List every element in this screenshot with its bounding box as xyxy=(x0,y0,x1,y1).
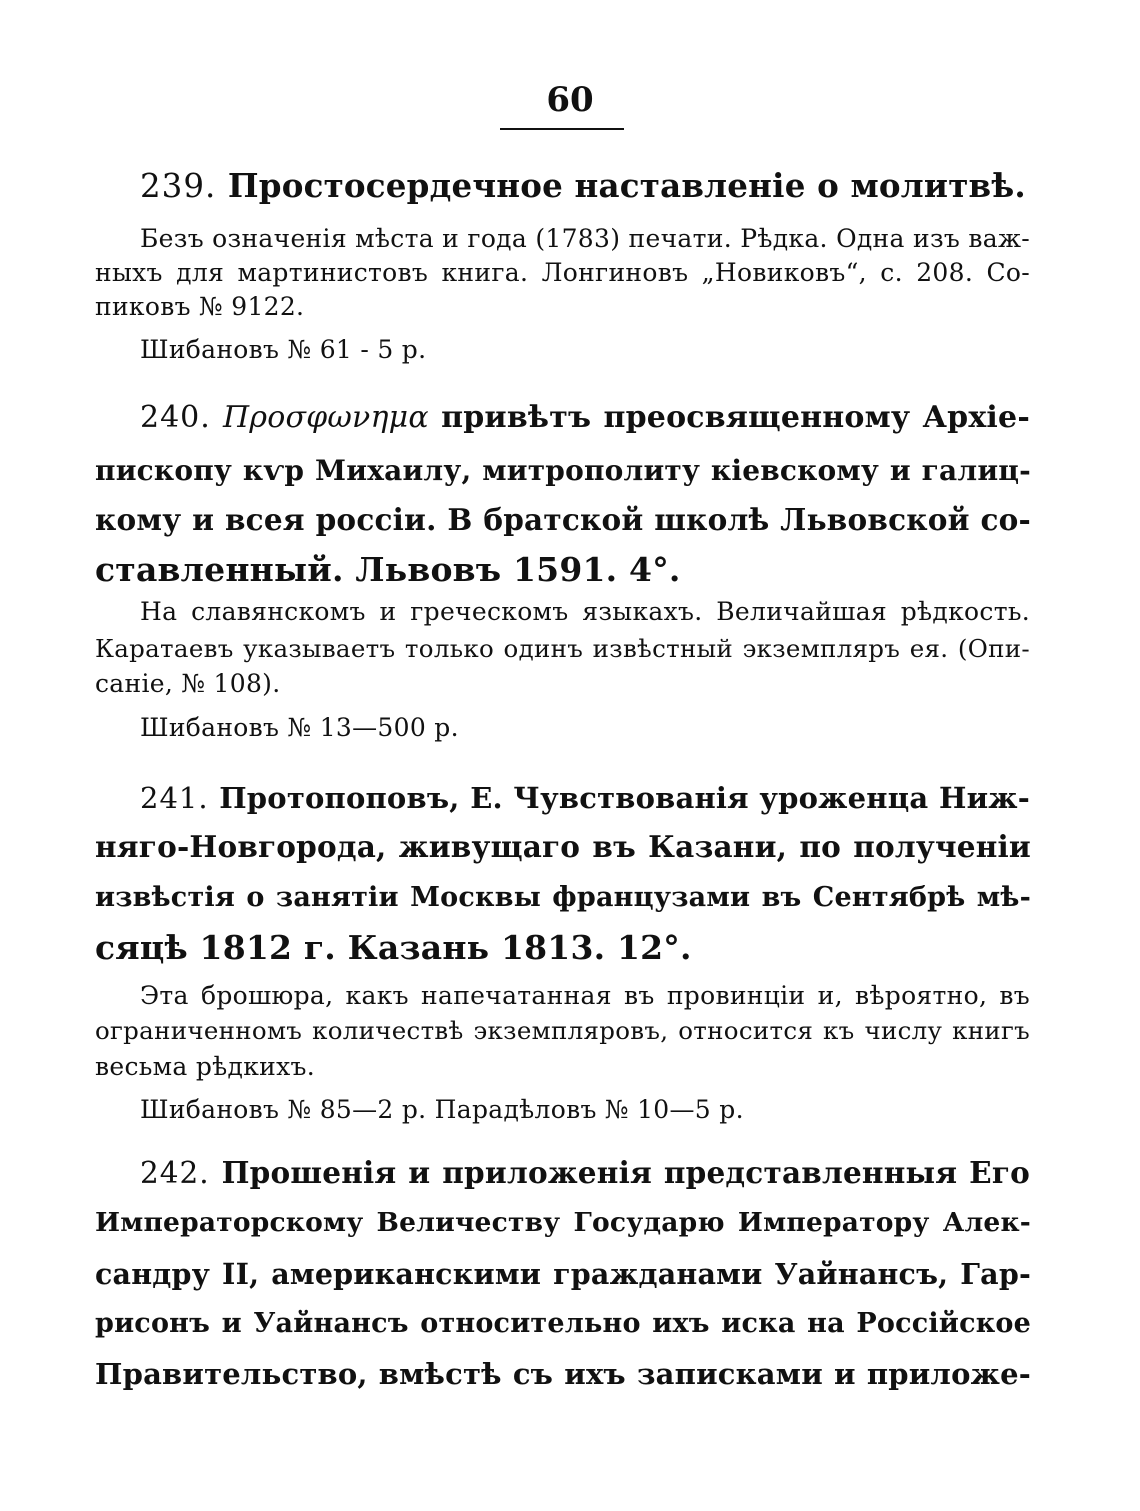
entry-240-title-line: ставленный. Львовъ 1591. 4°. xyxy=(95,550,681,589)
entry-242-title-line: Императорскому Величеству Государю Императору Алек- xyxy=(95,1207,1031,1238)
entry-239-title-text: Простосердечное наставленіе о молитвѣ. xyxy=(227,166,1026,205)
entry-242-title-line: рисонъ и Уайнансъ относительно ихъ иска на Россійское xyxy=(95,1308,1031,1339)
entry-242-title-line: сандру II, американскими гражданами Уайнансъ, Гар- xyxy=(95,1257,1031,1291)
entry-240-desc-line: Каратаевъ указываетъ только одинъ извѣстный экземпляръ ея. (Опи- xyxy=(95,634,1030,663)
entry-240-desc-line: На славянскомъ и греческомъ языкахъ. Величайшая рѣдкость. xyxy=(140,597,1030,626)
entry-242-title-first-line xyxy=(140,1153,1030,1193)
entry-239-title xyxy=(140,166,1030,206)
entry-241-title-line: няго-Новгорода, живущаго въ Казани, по полученіи xyxy=(95,829,1031,864)
entry-240-title-first-line xyxy=(140,398,1030,438)
entry-241-title-rest: Протопоповъ, Е. Чувствованія уроженца Ниж- xyxy=(219,781,1030,815)
entry-240-price: Шибановъ № 13—500 р. xyxy=(140,713,459,742)
entry-242-number: 242. xyxy=(140,1156,210,1190)
entry-241-desc-line: весьма рѣдкихъ. xyxy=(95,1052,315,1081)
entry-240-title-line: кому и всея россіи. В братской школѣ Львовской со- xyxy=(95,502,1031,537)
entry-242-title-rest: Прошенія и приложенія представленныя Его xyxy=(221,1155,1030,1190)
entry-241-number: 241. xyxy=(140,781,209,815)
entry-241-title-line: извѣстія о занятіи Москвы французами въ Сентябрѣ мѣ- xyxy=(95,882,1031,913)
entry-241-title-line: сяцѣ 1812 г. Казань 1813. 12°. xyxy=(95,928,692,967)
entry-241-desc-line: ограниченномъ количествѣ экземпляровъ, относится къ числу книгъ xyxy=(95,1016,1030,1045)
entry-239-price: Шибановъ № 61 - 5 р. xyxy=(140,335,427,364)
entry-241-title-first-line xyxy=(140,778,1030,818)
entry-240-title-line: пископу кѵр Михаилу, митрополиту кіевскому и галиц- xyxy=(95,454,1031,487)
entry-240-desc-line: саніе, № 108). xyxy=(95,669,281,698)
entry-241-price: Шибановъ № 85—2 р. Парадѣловъ № 10—5 р. xyxy=(140,1095,744,1124)
entry-239-number: 239. xyxy=(140,167,217,205)
entry-240-greek-word: Προσφωνημα xyxy=(223,400,429,435)
entry-239-desc-line: ныхъ для мартинистовъ книга. Лонгиновъ „Новиковъ“, с. 208. Со- xyxy=(95,258,1030,287)
entry-240-title-rest: привѣтъ преосвященному Архіе- xyxy=(441,400,1030,435)
page-number: 60 xyxy=(546,80,594,120)
entry-242-title-line: Правительство, вмѣстѣ съ ихъ записками и приложе- xyxy=(95,1357,1031,1391)
entry-241-desc-line: Эта брошюра, какъ напечатанная въ провинціи и, вѣроятно, въ xyxy=(140,981,1030,1010)
entry-239-desc-line: пиковъ № 9122. xyxy=(95,292,305,321)
page-number-rule xyxy=(500,128,624,130)
entry-239-desc-line: Безъ означенія мѣста и года (1783) печати. Рѣдка. Одна изъ важ- xyxy=(140,224,1030,253)
entry-240-number: 240. xyxy=(140,400,211,435)
